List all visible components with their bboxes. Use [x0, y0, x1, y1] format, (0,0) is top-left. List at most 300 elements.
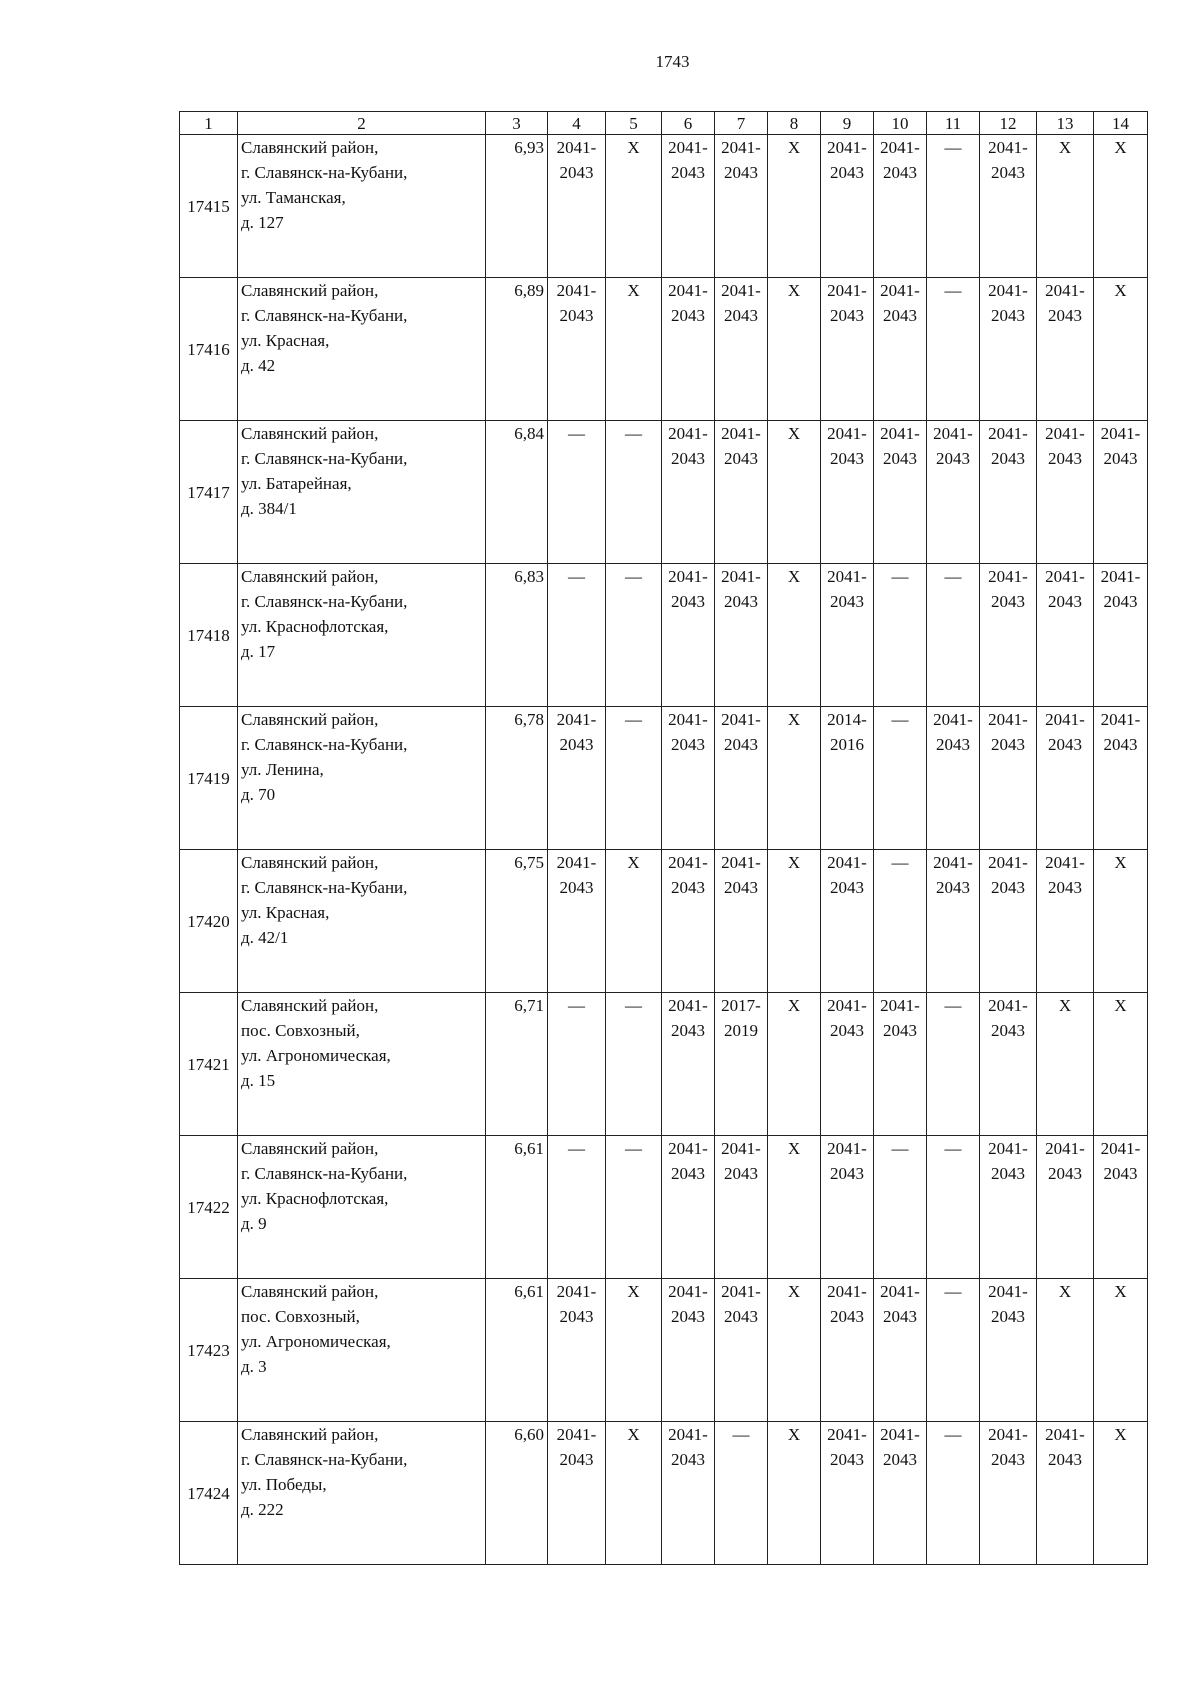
year-range-cell — [662, 707, 715, 850]
year-range-part: 2043 — [671, 735, 705, 754]
mark-cell: X — [1037, 1279, 1094, 1422]
area-value: 6,71 — [486, 993, 548, 1136]
address-line: г. Славянск-на-Кубани, — [241, 878, 408, 897]
table-row — [180, 850, 1148, 993]
year-range-part: 2043 — [1048, 449, 1082, 468]
address-cell — [238, 1422, 486, 1565]
table-row — [180, 1422, 1148, 1565]
year-range-part: 2043 — [883, 449, 917, 468]
year-range-part: 2041- — [668, 138, 708, 157]
year-range-cell — [821, 1279, 874, 1422]
dash-mark: — — [891, 567, 909, 586]
address-cell — [238, 421, 486, 564]
year-range-part: 2041- — [1045, 1139, 1085, 1158]
year-range-part: 2017- — [721, 996, 761, 1015]
address-cell — [238, 1136, 486, 1279]
year-range-part: 2041- — [827, 567, 867, 586]
year-range-part: 2041- — [988, 1282, 1028, 1301]
year-range-part: 2043 — [1103, 592, 1138, 611]
year-range-part: 2041- — [988, 1139, 1028, 1158]
address-line: ул. Агрономическая, — [241, 1332, 391, 1351]
year-range-cell — [715, 1279, 768, 1422]
year-range-part: 2043 — [830, 449, 864, 468]
address-cell — [238, 278, 486, 421]
address-line: Славянский район, — [241, 424, 379, 443]
year-range-part: 2043 — [1103, 449, 1138, 468]
area-value: 6,60 — [486, 1422, 548, 1565]
table-row — [180, 707, 1148, 850]
year-range-part: 2043 — [936, 735, 970, 754]
dash-cell — [927, 993, 980, 1136]
header-cell: 6 — [662, 112, 715, 135]
year-range-part: 2043 — [671, 449, 705, 468]
year-range-cell — [662, 1422, 715, 1565]
dash-cell — [874, 564, 927, 707]
year-range-part: 2041- — [827, 138, 867, 157]
year-range-part: 2043 — [559, 1450, 594, 1469]
header-cell: 9 — [821, 112, 874, 135]
address-line: ул. Агрономическая, — [241, 1046, 391, 1065]
year-range-part: 2041- — [556, 281, 597, 300]
year-range-part: 2041- — [721, 710, 761, 729]
year-range-cell — [715, 278, 768, 421]
year-range-part: 2041- — [827, 996, 867, 1015]
address-line: пос. Совхозный, — [241, 1021, 360, 1040]
address-line: д. 17 — [241, 642, 276, 661]
year-range-part: 2041- — [988, 281, 1028, 300]
dash-mark: — — [568, 1139, 585, 1158]
year-range-cell — [1037, 707, 1094, 850]
year-range-part: 2041- — [988, 567, 1028, 586]
year-range-cell — [662, 1136, 715, 1279]
mark-cell: X — [768, 1136, 821, 1279]
year-range-part: 2043 — [724, 163, 758, 182]
year-range-part: 2041- — [827, 1425, 867, 1444]
year-range-part: 2043 — [991, 306, 1025, 325]
mark-cell: X — [606, 850, 662, 993]
header-cell: 4 — [548, 112, 606, 135]
address-cell — [238, 1279, 486, 1422]
mark-cell: X — [1094, 993, 1148, 1136]
address-line: Славянский район, — [241, 567, 379, 586]
year-range-cell — [980, 993, 1037, 1136]
dash-cell — [548, 421, 606, 564]
address-line: д. 42/1 — [241, 928, 289, 947]
year-range-part: 2041- — [933, 424, 973, 443]
dash-mark: — — [944, 1425, 962, 1444]
year-range-cell — [980, 707, 1037, 850]
header-cell: 14 — [1094, 112, 1148, 135]
year-range-part: 2041- — [827, 1282, 867, 1301]
address-line: г. Славянск-на-Кубани, — [241, 1164, 408, 1183]
address-line: д. 384/1 — [241, 499, 297, 518]
address-cell — [238, 707, 486, 850]
address-line: ул. Красная, — [241, 331, 330, 350]
year-range-part: 2043 — [1048, 878, 1082, 897]
address-line: д. 222 — [241, 1500, 284, 1519]
year-range-cell — [980, 1279, 1037, 1422]
mark-cell: X — [768, 564, 821, 707]
year-range-part: 2041- — [721, 567, 761, 586]
address-line: д. 3 — [241, 1357, 267, 1376]
header-cell: 11 — [927, 112, 980, 135]
year-range-cell — [715, 1136, 768, 1279]
mark-cell: X — [1094, 1279, 1148, 1422]
year-range-part: 2041- — [880, 138, 920, 157]
year-range-part: 2041- — [1100, 424, 1141, 443]
address-line: г. Славянск-на-Кубани, — [241, 306, 408, 325]
area-value: 6,89 — [486, 278, 548, 421]
dash-cell — [874, 707, 927, 850]
year-range-part: 2043 — [1048, 306, 1082, 325]
year-range-part: 2041- — [1100, 1139, 1141, 1158]
mark-cell: X — [768, 135, 821, 278]
year-range-cell — [1094, 421, 1148, 564]
year-range-part: 2043 — [724, 1164, 758, 1183]
year-range-part: 2041- — [668, 853, 708, 872]
header-cell: 2 — [238, 112, 486, 135]
address-line: д. 15 — [241, 1071, 276, 1090]
row-number: 17421 — [180, 993, 238, 1136]
table-row — [180, 1279, 1148, 1422]
year-range-cell — [715, 993, 768, 1136]
header-cell: 1 — [180, 112, 238, 135]
row-number: 17424 — [180, 1422, 238, 1565]
year-range-cell — [980, 421, 1037, 564]
year-range-part: 2043 — [1048, 592, 1082, 611]
year-range-part: 2043 — [724, 1307, 758, 1326]
year-range-part: 2043 — [991, 735, 1025, 754]
year-range-cell — [548, 707, 606, 850]
year-range-part: 2041- — [668, 1139, 708, 1158]
year-range-cell — [1037, 564, 1094, 707]
header-cell: 8 — [768, 112, 821, 135]
year-range-part: 2043 — [559, 735, 594, 754]
mark-cell: X — [768, 1422, 821, 1565]
year-range-part: 2043 — [830, 1164, 864, 1183]
year-range-part: 2043 — [1103, 1164, 1138, 1183]
year-range-part: 2041- — [1045, 710, 1085, 729]
address-line: Славянский район, — [241, 1425, 379, 1444]
year-range-cell — [980, 1136, 1037, 1279]
dash-cell — [874, 850, 927, 993]
row-number: 17420 — [180, 850, 238, 993]
mark-cell: X — [1094, 135, 1148, 278]
header-cell: 13 — [1037, 112, 1094, 135]
year-range-part: 2041- — [988, 996, 1028, 1015]
year-range-cell — [662, 993, 715, 1136]
area-value: 6,84 — [486, 421, 548, 564]
area-value: 6,61 — [486, 1136, 548, 1279]
year-range-part: 2043 — [830, 1021, 864, 1040]
year-range-part: 2043 — [830, 1307, 864, 1326]
mark-cell: X — [768, 1279, 821, 1422]
dash-mark: — — [625, 424, 642, 443]
year-range-cell — [715, 135, 768, 278]
year-range-cell — [821, 993, 874, 1136]
year-range-cell — [980, 850, 1037, 993]
year-range-part: 2041- — [988, 853, 1028, 872]
mark-cell: X — [1037, 135, 1094, 278]
mark-cell: X — [768, 278, 821, 421]
year-range-part: 2041- — [827, 853, 867, 872]
year-range-cell — [548, 1279, 606, 1422]
dash-cell — [715, 1422, 768, 1565]
table-body — [180, 112, 1148, 1565]
year-range-part: 2041- — [556, 710, 597, 729]
year-range-part: 2043 — [671, 878, 705, 897]
mark-cell: X — [606, 1279, 662, 1422]
row-number: 17418 — [180, 564, 238, 707]
year-range-part: 2043 — [830, 1450, 864, 1469]
year-range-cell — [927, 707, 980, 850]
area-value: 6,61 — [486, 1279, 548, 1422]
year-range-part: 2043 — [991, 1164, 1025, 1183]
year-range-cell — [927, 850, 980, 993]
area-value: 6,93 — [486, 135, 548, 278]
year-range-cell — [662, 564, 715, 707]
year-range-cell — [821, 564, 874, 707]
year-range-part: 2041- — [988, 138, 1028, 157]
row-number: 17416 — [180, 278, 238, 421]
address-line: Славянский район, — [241, 138, 379, 157]
year-range-part: 2043 — [671, 163, 705, 182]
year-range-cell — [874, 1279, 927, 1422]
year-range-cell — [1037, 1136, 1094, 1279]
year-range-cell — [662, 278, 715, 421]
dash-cell — [606, 564, 662, 707]
year-range-part: 2043 — [991, 1021, 1025, 1040]
address-line: Славянский район, — [241, 1139, 379, 1158]
year-range-part: 2041- — [933, 853, 973, 872]
address-line: пос. Совхозный, — [241, 1307, 360, 1326]
area-value: 6,83 — [486, 564, 548, 707]
year-range-part: 2041- — [1045, 853, 1085, 872]
address-line: ул. Красная, — [241, 903, 330, 922]
year-range-cell — [874, 135, 927, 278]
year-range-cell — [821, 707, 874, 850]
year-range-cell — [980, 564, 1037, 707]
year-range-part: 2043 — [724, 592, 758, 611]
year-range-part: 2041- — [556, 1282, 597, 1301]
year-range-part: 2041- — [1100, 710, 1141, 729]
address-line: Славянский район, — [241, 996, 379, 1015]
year-range-part: 2043 — [1048, 735, 1082, 754]
dash-cell — [548, 993, 606, 1136]
dash-mark: — — [944, 1282, 962, 1301]
year-range-cell — [1094, 564, 1148, 707]
header-row — [180, 112, 1148, 135]
year-range-cell — [662, 1279, 715, 1422]
year-range-part: 2043 — [991, 878, 1025, 897]
row-number: 17423 — [180, 1279, 238, 1422]
year-range-part: 2041- — [1045, 424, 1085, 443]
year-range-cell — [548, 850, 606, 993]
dash-cell — [927, 135, 980, 278]
table-row — [180, 993, 1148, 1136]
header-cell: 5 — [606, 112, 662, 135]
year-range-part: 2041- — [721, 1282, 761, 1301]
year-range-part: 2043 — [559, 163, 594, 182]
year-range-part: 2041- — [988, 710, 1028, 729]
year-range-part: 2014- — [827, 710, 867, 729]
address-line: ул. Победы, — [241, 1475, 327, 1494]
dash-cell — [927, 1136, 980, 1279]
address-line: г. Славянск-на-Кубани, — [241, 1450, 408, 1469]
year-range-part: 2041- — [1100, 567, 1141, 586]
year-range-cell — [662, 135, 715, 278]
year-range-cell — [548, 1422, 606, 1565]
year-range-part: 2041- — [668, 567, 708, 586]
year-range-cell — [874, 1422, 927, 1565]
address-line: д. 42 — [241, 356, 276, 375]
table-row — [180, 135, 1148, 278]
address-line: ул. Краснофлотская, — [241, 617, 389, 636]
year-range-part: 2043 — [1048, 1450, 1082, 1469]
year-range-part: 2041- — [988, 1425, 1028, 1444]
year-range-part: 2041- — [721, 281, 761, 300]
year-range-part: 2041- — [827, 1139, 867, 1158]
mark-cell: X — [1094, 1422, 1148, 1565]
dash-cell — [874, 1136, 927, 1279]
year-range-part: 2041- — [827, 424, 867, 443]
table-row — [180, 1136, 1148, 1279]
dash-mark: — — [625, 1139, 642, 1158]
year-range-part: 2043 — [830, 306, 864, 325]
year-range-part: 2041- — [556, 853, 597, 872]
address-cell — [238, 564, 486, 707]
year-range-part: 2043 — [724, 735, 758, 754]
year-range-part: 2041- — [556, 138, 597, 157]
year-range-part: 2043 — [883, 1021, 917, 1040]
dash-mark: — — [568, 567, 585, 586]
year-range-part: 2041- — [668, 996, 708, 1015]
year-range-part: 2041- — [988, 424, 1028, 443]
year-range-cell — [874, 278, 927, 421]
year-range-part: 2043 — [883, 306, 917, 325]
header-cell: 10 — [874, 112, 927, 135]
year-range-part: 2041- — [933, 710, 973, 729]
year-range-part: 2043 — [724, 306, 758, 325]
year-range-cell — [874, 421, 927, 564]
year-range-part: 2043 — [671, 592, 705, 611]
year-range-part: 2043 — [671, 1307, 705, 1326]
dash-cell — [606, 421, 662, 564]
dash-cell — [927, 1422, 980, 1565]
year-range-cell — [1094, 707, 1148, 850]
dash-mark: — — [944, 1139, 962, 1158]
year-range-cell — [548, 278, 606, 421]
header-cell: 7 — [715, 112, 768, 135]
dash-mark: — — [944, 996, 962, 1015]
year-range-part: 2043 — [936, 878, 970, 897]
year-range-part: 2043 — [830, 878, 864, 897]
address-line: г. Славянск-на-Кубани, — [241, 735, 408, 754]
year-range-part: 2041- — [1045, 281, 1085, 300]
address-line: ул. Таманская, — [241, 188, 346, 207]
dash-cell — [606, 1136, 662, 1279]
mark-cell: X — [768, 421, 821, 564]
mark-cell: X — [606, 278, 662, 421]
year-range-cell — [1037, 278, 1094, 421]
dash-cell — [927, 564, 980, 707]
mark-cell: X — [768, 850, 821, 993]
dash-mark: — — [944, 138, 962, 157]
year-range-part: 2041- — [668, 424, 708, 443]
year-range-part: 2043 — [991, 1450, 1025, 1469]
year-range-part: 2043 — [883, 1450, 917, 1469]
year-range-part: 2043 — [991, 449, 1025, 468]
year-range-part: 2043 — [671, 1164, 705, 1183]
address-line: ул. Краснофлотская, — [241, 1189, 389, 1208]
table-row — [180, 278, 1148, 421]
address-cell — [238, 135, 486, 278]
year-range-cell — [821, 135, 874, 278]
year-range-cell — [715, 707, 768, 850]
dash-mark: — — [625, 996, 642, 1015]
address-line: д. 127 — [241, 213, 284, 232]
year-range-cell — [1094, 1136, 1148, 1279]
year-range-part: 2043 — [936, 449, 970, 468]
year-range-part: 2043 — [830, 592, 864, 611]
header-cell: 12 — [980, 112, 1037, 135]
year-range-part: 2041- — [827, 281, 867, 300]
year-range-part: 2041- — [880, 996, 920, 1015]
dash-mark: — — [944, 567, 962, 586]
year-range-cell — [927, 421, 980, 564]
year-range-cell — [821, 1136, 874, 1279]
mark-cell: X — [1094, 850, 1148, 993]
row-number: 17415 — [180, 135, 238, 278]
year-range-part: 2041- — [721, 1139, 761, 1158]
dash-mark: — — [891, 710, 909, 729]
year-range-cell — [1037, 1422, 1094, 1565]
dash-mark: — — [568, 424, 585, 443]
header-cell: 3 — [486, 112, 548, 135]
address-cell — [238, 850, 486, 993]
year-range-part: 2041- — [880, 424, 920, 443]
table-row — [180, 421, 1148, 564]
dash-cell — [606, 993, 662, 1136]
row-number: 17417 — [180, 421, 238, 564]
year-range-cell — [715, 421, 768, 564]
year-range-part: 2043 — [991, 163, 1025, 182]
year-range-part: 2043 — [991, 592, 1025, 611]
year-range-part: 2041- — [880, 1425, 920, 1444]
mark-cell: X — [1094, 278, 1148, 421]
year-range-part: 2043 — [671, 306, 705, 325]
table-row — [180, 564, 1148, 707]
year-range-part: 2041- — [556, 1425, 597, 1444]
area-value: 6,75 — [486, 850, 548, 993]
dash-cell — [927, 278, 980, 421]
year-range-part: 2041- — [721, 853, 761, 872]
year-range-part: 2041- — [668, 281, 708, 300]
mark-cell: X — [606, 1422, 662, 1565]
row-number: 17419 — [180, 707, 238, 850]
page-number: 1743 — [655, 52, 690, 71]
year-range-part: 2041- — [668, 1282, 708, 1301]
address-line: д. 9 — [241, 1214, 267, 1233]
year-range-part: 2041- — [721, 138, 761, 157]
dash-cell — [548, 1136, 606, 1279]
year-range-cell — [548, 135, 606, 278]
address-line: г. Славянск-на-Кубани, — [241, 592, 408, 611]
year-range-cell — [715, 564, 768, 707]
year-range-cell — [821, 421, 874, 564]
mark-cell: X — [606, 135, 662, 278]
dash-mark: — — [891, 853, 909, 872]
